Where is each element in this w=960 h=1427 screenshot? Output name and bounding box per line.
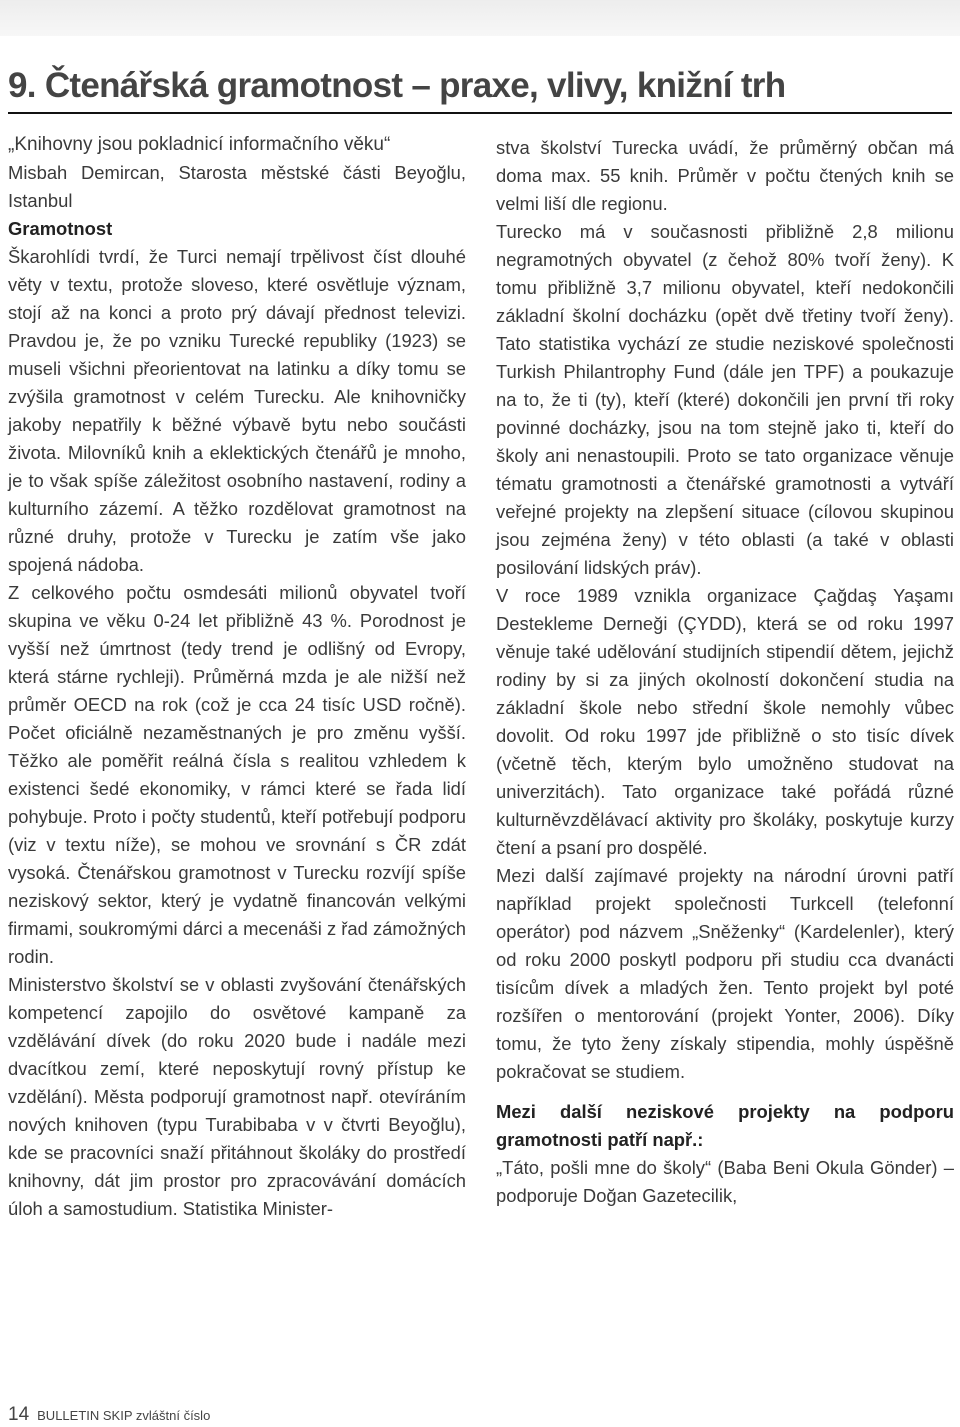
right-column — [496, 134, 954, 1210]
quote-author: Misbah Demircan, Starosta městské části Beyoğlu, Istanbul — [8, 162, 466, 211]
paragraph: stva školství Turecka uvádí, že průměrný občan má doma max. 55 knih. Průměr v počtu čtených knih se velmi liší dle regionu. — [496, 137, 954, 214]
publication-name: BULLETIN SKIP zvláštní číslo — [37, 1408, 211, 1423]
section-heading: Gramotnost — [8, 218, 113, 239]
section-subheading: Mezi další neziskové projekty na podporu gramotnosti patří např.: — [496, 1101, 954, 1150]
title-rule — [8, 112, 952, 114]
left-column — [8, 131, 466, 1223]
quote-title: „Knihovny jsou pokladnicí informačního věku“ — [8, 134, 391, 155]
page-number: 14 — [8, 1404, 30, 1425]
top-band — [0, 0, 960, 36]
paragraph: Z celkového počtu osmdesáti milionů obyvatel tvoří skupina ve věku 0-24 let přibližně 43 %. Porodnost je vyšší než úmrtnost (tedy trend je odlišný od Evropy, která stárne rychleji). Průměrná mzda je ale nižší než průměr OECD na rok (což je cca 24 tisíc USD ročně). Počet oficiálně nezaměstnaných je pro změnu vyšší. Těžko ale poměřit reálná čísla s realitou vzhledem k existenci šedé ekonomiky, v rámci které se řada lidí pohybuje. Proto i počty studentů, kteří potřebují podporu (viz v textu níže), se mohou ve srovnání s ČR zdát vysoká. Čtenářskou gramotnost v Turecku rozvíjí spíše neziskový sektor, který je vydatně financován velkými firmami, soukromými dárci a mecenáši z řad zámožných rodin. — [8, 582, 467, 967]
page-footer — [8, 1404, 210, 1426]
paragraph: Mezi další zajímavé projekty na národní úrovni patří například projekt společnosti Turkcell (telefonní operátor) pod názvem „Sněženky“ (Kardelenler), který od roku 2000 poskytl podporu při studiu cca dvanácti tisícům dívek a mladých žen. Tento projekt byl poté rozšířen o mentorování (projekt Yonter, 2006). Díky tomu, že tyto ženy získaly stipendia, mohly úspěšně pokračovat se studiem. — [496, 865, 954, 1082]
paragraph: Škarohlídi tvrdí, že Turci nemají trpělivost číst dlouhé věty v textu, protože sloveso, které osvětluje význam, stojí až na konci a proto prý dávají přednost televizi. Pravdou je, že po vzniku Turecké republiky (1923) se museli všichni přeorientovat na latinku a díky tomu se zvýšila gramotnost v celém Turecku. Ale knihovničky jakoby nepatřily k běžné výbavě bytu nebo součásti života. Milovníků knih a eklektických čtenářů je mnoho, je to však spíše záležitost osobního nastavení, rodiny a kulturního zázemí. A těžko rozdělovat gramotnost na různé druhy, protože v Turecku je zatím vše jako spojená nádoba. — [8, 246, 466, 575]
page-title: 9. Čtenářská gramotnost – praxe, vlivy, knižní trh — [8, 66, 786, 105]
paragraph: Ministerstvo školství se v oblasti zvyšování čtenářských kompetencí zapojilo do osvětové kampaně za vzdělávání dívek (do roku 2020 bude i nadále mezi dvacítkou zemí, které neposkytují rovný přístup ke vzdělání). Města podporují gramotnost např. otevíráním nových knihoven (typu Turabibaba v v čtvrti Beyoğlu), kde se pracovníci snaží přitáhnout školáky do prostředí knihovny, dát jim prostor pro zpracovávání domácích úloh a samostudium. Statistika Minister- — [8, 974, 466, 1219]
paragraph: V roce 1989 vznikla organizace Çağdaş Yaşamı Destekleme Derneği (ÇYDD), která se od roku 1997 věnuje také udělování studijních stipendií dětem, jejichž rodiny by si za jiných okolností dokončení studia na základní škole nebo střední škole nemohly vůbec dovolit. Od roku 1997 jde přibližně o sto tisíc dívek (včetně těch, kterým bylo umožněno studovat na univerzitách). Tato organizace také pořádá různé kulturněvzdělávací aktivity pro školáky, poskytuje kurzy čtení a psaní pro dospělé. — [496, 585, 954, 858]
paragraph: Turecko má v současnosti přibližně 2,8 milionu negramotných obyvatel (z čehož 80% tvoří ženy). K tomu přibližně 3,7 milionu obyvatel, kteří nedokončili základní školní docházku (opět dvě třetiny tvoří ženy). Tato statistika vychází ze studie neziskové společnosti Turkish Philantrophy Fund (dále jen TPF) a poukazuje na to, že ti (ty), kteří (které) dokončili jen první tři roky povinné docházky, jsou na tom stejně jako ti, kteří do školy ani nenastoupili. Proto se tato organizace věnuje tématu gramotnosti a čtenářské gramotnosti a vytváří veřejné projekty na zlepšení situace (cílovou skupinou jsou zejména ženy) v této oblasti (a také v oblasti posilování lidských práv). — [496, 221, 954, 578]
paragraph: „Táto, pošli mne do školy“ (Baba Beni Okula Gönder) – podporuje Doğan Gazetecilik, — [496, 1157, 954, 1206]
